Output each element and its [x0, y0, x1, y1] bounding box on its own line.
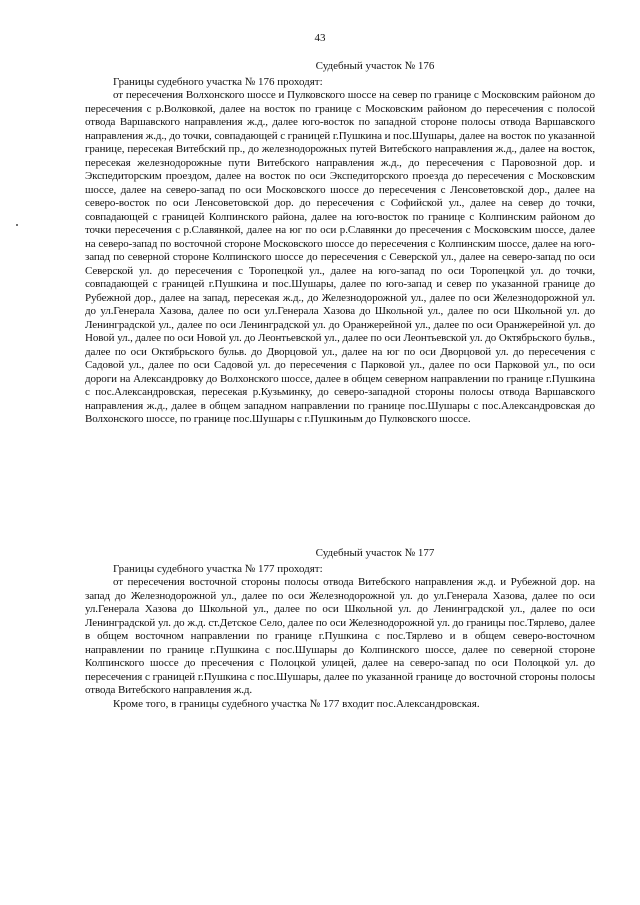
- section-body: от пересечения Волхонского шоссе и Пулковского шоссе на север по границе с Московским районом до пересечения с р.Волковкой, далее на восток по границе с Московским районом до пересечения с полосой отвода Варшавского направления ж.д., далее юго-восток по западной стороне полосы отвода Варшавского направления ж.д., до точки, совпадающей с границей г.Пушкина и пос.Шушары, далее на восток по указанной границе, пересекая Витебский пр., до железнодорожных путей Витебского направления ж.д., далее на восток, пересекая железнодорожные пути Витебского направления ж.д., до пересечения с Паровозной дор. и Экспедиторским проездом, далее на восток по оси Экспедиторского проезда до пересечения с Московским шоссе, далее на северо-запад по оси Московского шоссе до пересечения с Ленсоветовской дор., далее на северо-восток по оси Ленсоветовской дор. до пересечения с Софийской ул., далее на север до точки, совпадающей с границей Колпинского района, далее на юго-восток по границе с Колпинским районом до точки пересечения с р.Славянкой, далее на юг по оси р.Славянки до пресечения с Московским шоссе, далее на северо-запад по восточной стороне Московского шоссе до пересечения с Колпинским шоссе, далее на юго-запад по северной стороне Колпинского шоссе до пересечения с Северской ул., далее на северо-запад по оси Северской ул. до пересечения с Торопецкой ул., далее на юго-запад по оси Торопецкой ул. до точки, совпадающей с границей г.Пушкина и пос.Шушары, далее по юго-запад и север по указанной границе до Рубежной дор., далее на запад, пересекая ж.д., до Железнодорожной ул., далее по оси Железнодорожной ул. до ул.Генерала Хазова, далее по оси ул.Генерала Хазова до Школьной ул., далее по оси Школьной ул. до Ленинградской ул., далее по оси Ленинградской ул. до Оранжерейной ул., далее по оси Оранжерейной ул. до Новой ул., далее по оси Новой ул. до Леонтьевской ул., далее по оси Леонтьевской ул. до Октябрьского бульв., далее по оси Октябрьского бульв. до Дворцовой ул., далее на юг по оси Дворцовой ул. до пересечения с Садовой ул., далее по оси Садовой ул. до пересечения с Парковой ул., далее по оси Парковой ул., по оси дороги на Александровку до Волхонского шоссе, далее в общем северном направлении по границе г.Пушкина с пос.Александровская, пересекая р.Кузьминку, до северо-западной стороны полосы отвода Варшавского направления ж.д., далее в общем западном направлении по границе пос.Шушары с пос.Александровская до Волхонского шоссе, по границе пос.Шушары с г.Пушкиным до Пулковского шоссе.: [85, 89, 595, 425]
- section-title: Судебный участок № 177: [315, 547, 435, 559]
- section-title: Судебный участок № 176: [315, 60, 435, 72]
- section-176: [85, 60, 595, 427]
- section-intro: Границы судебного участка № 177 проходят:: [113, 562, 323, 575]
- page-number: 43: [314, 32, 326, 44]
- section-177: [85, 547, 595, 711]
- section-note: Кроме того, в границы судебного участка № 177 входит пос.Александровская.: [113, 697, 480, 710]
- margin-dot: [16, 224, 18, 226]
- section-intro: Границы судебного участка № 176 проходят:: [113, 75, 323, 88]
- section-body: от пересечения восточной стороны полосы отвода Витебского направления ж.д. и Рубежной дор. на запад до Железнодорожной ул., далее по оси Железнодорожной ул. до ул.Генерала Хазова, далее по оси ул.Генерала Хазова до Школьной ул., далее по оси Школьной ул. до Ленинградской ул., далее по оси Ленинградской ул. до ж.д. ст.Детское Село, далее по оси Железнодорожной ул. до границы пос.Тярлево, далее в общем восточном направлении по границе г.Пушкина с пос.Тярлево и в общем северо-восточном направлении по границе г.Пушкина с пос.Шушары до Колпинского шоссе, далее по северной стороне Колпинского шоссе до пресечения с Полоцкой улицей, далее на северо-запад по оси Полоцкой ул. до пересечения с границей г.Пушкина с пос.Шушары, далее по указанной границе до восточной стороны полосы отвода Витебского направления ж.д.: [85, 576, 595, 696]
